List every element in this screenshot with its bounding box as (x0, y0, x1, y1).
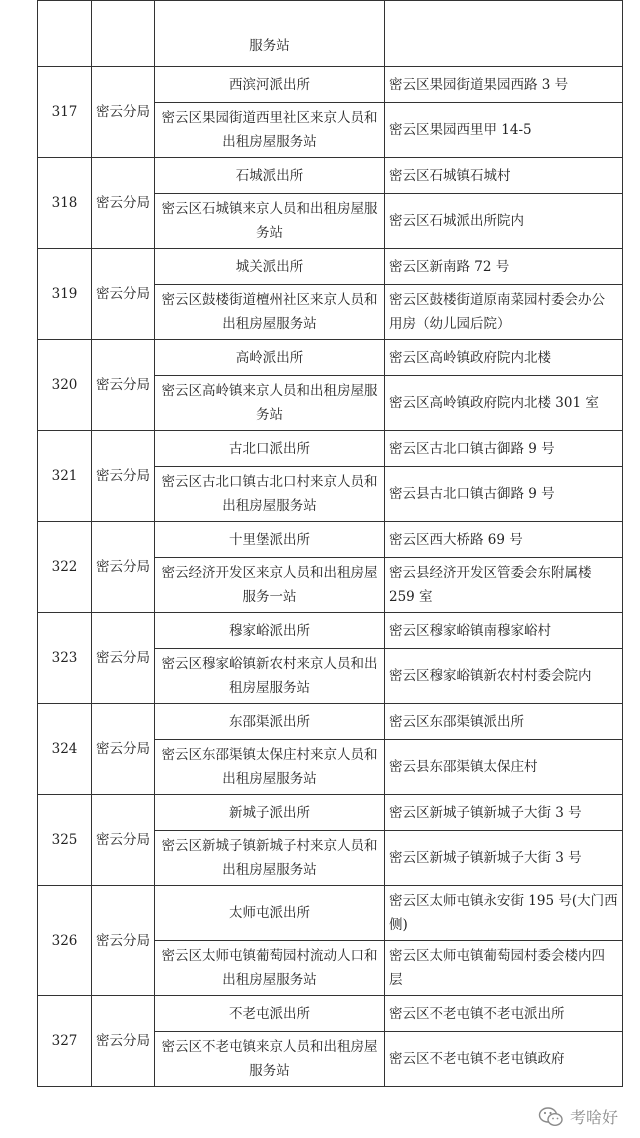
station-address-cell: 密云区高岭镇政府院内北楼 (385, 340, 623, 376)
station-name-cell: 密云区穆家峪镇新农村来京人员和出租房屋服务站 (155, 649, 385, 704)
department-cell: 密云分局 (92, 431, 155, 522)
table-row (38, 340, 623, 376)
station-address-cell: 密云区新城子镇新城子大街 3 号 (385, 795, 623, 831)
record-number-cell: 322 (38, 522, 92, 613)
station-name-cell: 古北口派出所 (155, 431, 385, 467)
table-body (38, 1, 623, 1087)
station-name-cell: 东邵渠派出所 (155, 704, 385, 740)
station-address-cell: 密云县古北口镇古御路 9 号 (385, 467, 623, 522)
station-address-cell: 密云区新城子镇新城子大街 3 号 (385, 831, 623, 886)
station-address-cell: 密云区太师屯镇永安街 195 号(大门西侧) (385, 886, 623, 941)
station-address-cell: 密云区新南路 72 号 (385, 249, 623, 285)
department-cell: 密云分局 (92, 522, 155, 613)
station-name-cell: 密云区果园街道西里社区来京人员和出租房屋服务站 (155, 103, 385, 158)
table-row (38, 795, 623, 831)
station-name-cell: 密云区太师屯镇葡萄园村流动人口和出租房屋服务站 (155, 941, 385, 996)
department-cell: 密云分局 (92, 340, 155, 431)
station-address-cell: 密云区果园街道果园西路 3 号 (385, 67, 623, 103)
station-name-cell: 西滨河派出所 (155, 67, 385, 103)
station-address-cell: 密云区石城派出所院内 (385, 194, 623, 249)
department-cell: 密云分局 (92, 249, 155, 340)
table-row (38, 522, 623, 558)
station-address-cell: 密云区高岭镇政府院内北楼 301 室 (385, 376, 623, 431)
department-cell: 密云分局 (92, 67, 155, 158)
station-address-cell: 密云区穆家峪镇新农村村委会院内 (385, 649, 623, 704)
station-address-cell: 密云区果园西里甲 14-5 (385, 103, 623, 158)
record-number-cell: 327 (38, 996, 92, 1087)
continuation-dept-cell (92, 1, 155, 67)
station-name-cell: 高岭派出所 (155, 340, 385, 376)
station-address-cell: 密云区穆家峪镇南穆家峪村 (385, 613, 623, 649)
station-name-cell: 城关派出所 (155, 249, 385, 285)
table-row (38, 249, 623, 285)
station-address-cell: 密云区西大桥路 69 号 (385, 522, 623, 558)
station-address-cell: 密云区鼓楼街道原南菜园村委会办公用房（幼儿园后院） (385, 285, 623, 340)
table-row (38, 886, 623, 941)
table-row (38, 996, 623, 1032)
continuation-text: 服务站 (249, 38, 290, 54)
watermark-text: 考啥好 (569, 1108, 618, 1127)
continuation-row (38, 1, 623, 67)
table-row (38, 704, 623, 740)
table-row (38, 158, 623, 194)
record-number-cell: 325 (38, 795, 92, 886)
department-cell: 密云分局 (92, 886, 155, 996)
table-row (38, 613, 623, 649)
station-name-cell: 十里堡派出所 (155, 522, 385, 558)
department-cell: 密云分局 (92, 613, 155, 704)
station-name-cell: 密云区高岭镇来京人员和出租房屋服务站 (155, 376, 385, 431)
station-name-cell: 密云经济开发区来京人员和出租房屋服务一站 (155, 558, 385, 613)
station-name-cell: 太师屯派出所 (155, 886, 385, 941)
station-name-cell: 不老屯派出所 (155, 996, 385, 1032)
record-number-cell: 326 (38, 886, 92, 996)
record-number-cell: 324 (38, 704, 92, 795)
record-number-cell: 323 (38, 613, 92, 704)
watermark (538, 1105, 618, 1128)
record-number-cell: 318 (38, 158, 92, 249)
station-address-cell: 密云区不老屯镇不老屯派出所 (385, 996, 623, 1032)
police-station-table (37, 0, 623, 1087)
table-row (38, 67, 623, 103)
station-address-cell: 密云区石城镇石城村 (385, 158, 623, 194)
department-cell: 密云分局 (92, 795, 155, 886)
station-name-cell: 石城派出所 (155, 158, 385, 194)
station-address-cell: 密云区东邵渠镇派出所 (385, 704, 623, 740)
station-name-cell: 密云区新城子镇新城子村来京人员和出租房屋服务站 (155, 831, 385, 886)
station-name-cell: 新城子派出所 (155, 795, 385, 831)
department-cell: 密云分局 (92, 704, 155, 795)
station-address-cell: 密云区古北口镇古御路 9 号 (385, 431, 623, 467)
continuation-name-cell (155, 1, 385, 67)
station-name-cell: 密云区不老屯镇来京人员和出租房屋服务站 (155, 1032, 385, 1087)
wechat-icon (538, 1106, 564, 1128)
station-address-cell: 密云县经济开发区管委会东附属楼 259 室 (385, 558, 623, 613)
record-number-cell: 320 (38, 340, 92, 431)
department-cell: 密云分局 (92, 996, 155, 1087)
station-address-cell: 密云县东邵渠镇太保庄村 (385, 740, 623, 795)
department-cell: 密云分局 (92, 158, 155, 249)
station-name-cell: 穆家峪派出所 (155, 613, 385, 649)
table-row (38, 431, 623, 467)
station-name-cell: 密云区鼓楼街道檀州社区来京人员和出租房屋服务站 (155, 285, 385, 340)
continuation-num-cell (38, 1, 92, 67)
record-number-cell: 319 (38, 249, 92, 340)
station-name-cell: 密云区石城镇来京人员和出租房屋服务站 (155, 194, 385, 249)
record-number-cell: 321 (38, 431, 92, 522)
station-address-cell: 密云区太师屯镇葡萄园村委会楼内四层 (385, 941, 623, 996)
station-name-cell: 密云区古北口镇古北口村来京人员和出租房屋服务站 (155, 467, 385, 522)
station-name-cell: 密云区东邵渠镇太保庄村来京人员和出租房屋服务站 (155, 740, 385, 795)
record-number-cell: 317 (38, 67, 92, 158)
station-address-cell: 密云区不老屯镇不老屯镇政府 (385, 1032, 623, 1087)
continuation-addr-cell (385, 1, 623, 67)
